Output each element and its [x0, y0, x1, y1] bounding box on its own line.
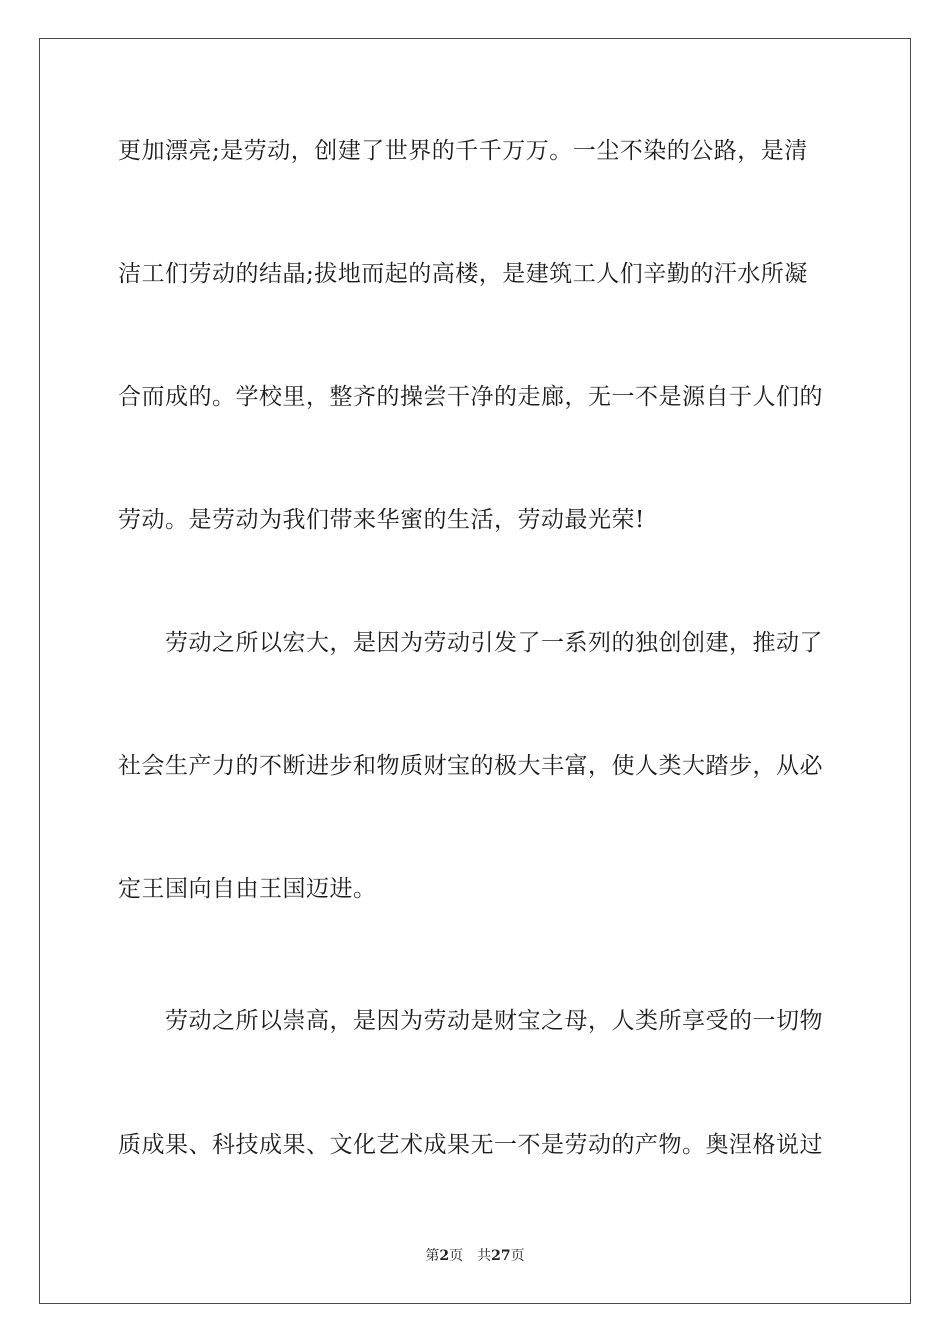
page-total-number: 27 [491, 1248, 511, 1264]
page-footer [0, 1247, 950, 1265]
page-suffix: 页 [449, 1248, 464, 1264]
text-line-8: 劳动之所以崇高，是因为劳动是财宝之母，人类所享受的一切物 [165, 1008, 823, 1034]
text-line-1: 更加漂亮;是劳动，创建了世界的千千万万。一尘不染的公路，是清 [118, 138, 808, 164]
page-prefix: 第 [425, 1248, 440, 1264]
text-line-7: 定王国向自由王国迈进。 [118, 876, 377, 902]
total-suffix: 页 [510, 1248, 525, 1264]
page-border [39, 38, 911, 1304]
text-line-9: 质成果、科技成果、文化艺术成果无一不是劳动的产物。奥涅格说过 [118, 1132, 823, 1158]
text-line-3: 合而成的。学校里，整齐的操尝干净的走廊，无一不是源自于人们的 [118, 384, 823, 410]
total-prefix: 共 [477, 1248, 492, 1264]
text-line-2: 洁工们劳动的结晶;拔地而起的高楼，是建筑工人们辛勤的汗水所凝 [118, 261, 808, 287]
text-line-5: 劳动之所以宏大，是因为劳动引发了一系列的独创创建，推动了 [165, 630, 823, 656]
text-line-4: 劳动。是劳动为我们带来华蜜的生活，劳动最光荣! [118, 507, 645, 533]
page-current-number: 2 [439, 1248, 450, 1264]
text-line-6: 社会生产力的不断进步和物质财宝的极大丰富，使人类大踏步，从必 [118, 753, 823, 779]
